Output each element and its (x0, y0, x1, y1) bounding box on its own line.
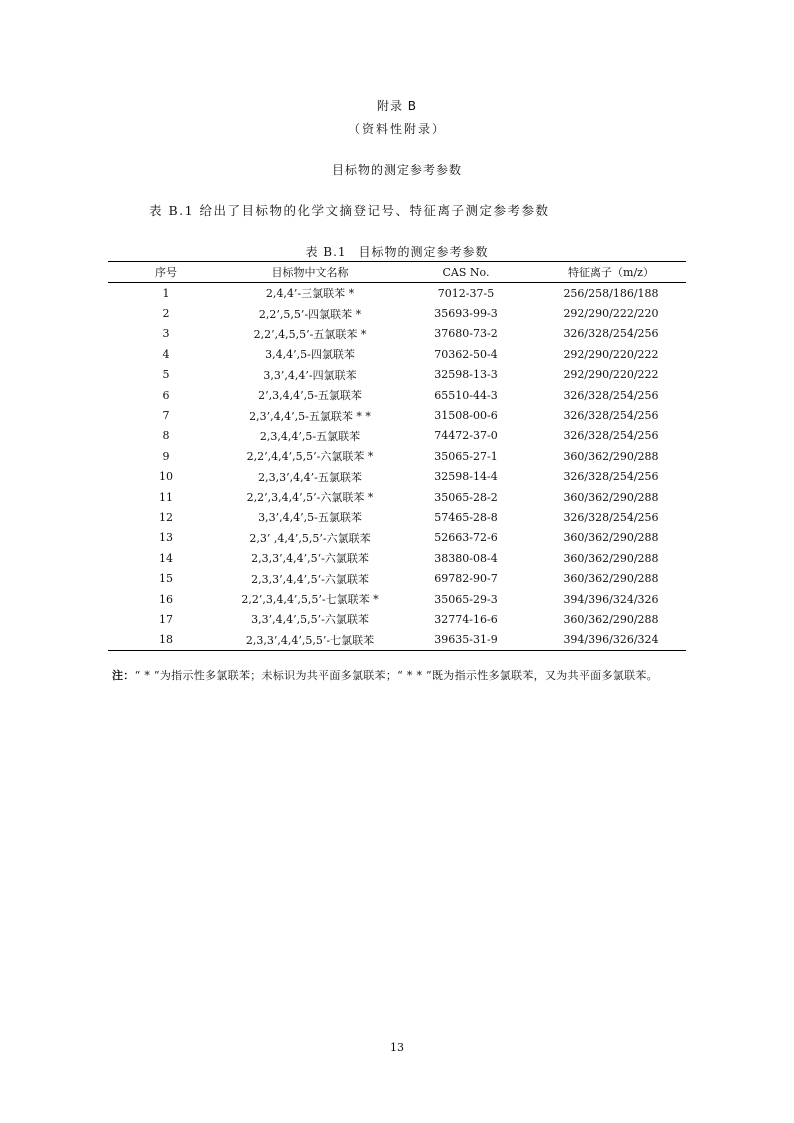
cell-index: 13 (159, 531, 173, 545)
cell-cas: 32598-14-4 (434, 470, 498, 484)
table-caption (0, 243, 794, 260)
section-title: 目标物的测定参考参数 (331, 163, 462, 177)
table-row (108, 446, 686, 466)
cell-index: 8 (162, 429, 170, 443)
cell-index: 17 (159, 612, 173, 626)
cell-name: 3,4,4’,5-四氯联苯 (265, 348, 355, 362)
cell-cas: 35065-28-2 (434, 490, 498, 504)
cell-index: 6 (162, 388, 170, 402)
cell-index: 16 (159, 592, 173, 606)
cell-ions: 292/290/222/220 (563, 307, 659, 321)
cell-ions: 360/362/290/288 (563, 572, 659, 586)
cell-index: 9 (162, 449, 170, 463)
cell-cas: 57465-28-8 (434, 510, 498, 524)
cell-ions: 326/328/254/256 (563, 510, 659, 524)
appendix-title: 附录 B (376, 99, 418, 113)
table-row (108, 487, 686, 507)
cell-cas: 70362-50-4 (434, 347, 498, 361)
cell-cas: 35065-29-3 (434, 592, 498, 606)
header-ions: 特征离子（m/z） (568, 266, 654, 279)
cell-ions: 326/328/254/256 (563, 470, 659, 484)
cell-name: 2,2’,3,4,4’,5,5’-七氯联苯 * (241, 593, 379, 607)
intro-paragraph: 表 B.1 给出了目标物的化学文摘登记号、特征离子测定参考参数 (149, 203, 550, 218)
cell-index: 10 (159, 470, 173, 484)
cell-name: 2,3’ ,4,4’,5,5’-六氯联苯 (249, 531, 371, 545)
table-row (108, 568, 686, 588)
cell-cas: 37680-73-2 (434, 327, 498, 341)
table-row (108, 467, 686, 487)
cell-index: 5 (162, 368, 170, 382)
cell-cas: 39635-31-9 (434, 633, 498, 647)
page-number: 13 (390, 1041, 404, 1054)
cell-name: 2,3,3’,4,4’,5,5’-七氯联苯 (245, 633, 375, 647)
cell-ions: 256/258/186/188 (563, 286, 659, 300)
cell-name: 2,3,3’,4,4’,5‘-六氯联苯 (251, 572, 369, 586)
table-row (108, 324, 686, 344)
cell-name: 3,3’,4,4’,5-五氯联苯 (258, 511, 362, 525)
table-row (108, 405, 686, 425)
table-caption-title: 目标物的测定参考参数 (358, 245, 489, 259)
cell-cas: 74472-37-0 (434, 429, 498, 443)
cell-cas: 52663-72-6 (434, 531, 498, 545)
table-row (108, 426, 686, 446)
table-row (108, 283, 686, 304)
cell-cas: 7012-37-5 (437, 286, 495, 300)
table-row (108, 630, 686, 651)
cell-cas: 69782-90-7 (434, 572, 498, 586)
cell-name: 2’,3,4,4’,5-五氯联苯 (258, 389, 362, 403)
note-text: “ * ”为指示性多氯联苯；未标识为共平面多氯联苯；“ * * ”既为指示性多氯联苯，又为共平面多氯联苯。 (134, 669, 658, 682)
header-cas: CAS No. (442, 265, 490, 279)
cell-cas: 35693-99-3 (434, 307, 498, 321)
cell-index: 12 (159, 510, 173, 524)
cell-index: 18 (159, 633, 173, 647)
table-row (108, 365, 686, 385)
table-caption-number: 表 B.1 (305, 245, 347, 259)
appendix-subtitle: （资料性附录） (347, 122, 446, 136)
cell-name: 2,2’,4,5,5’-五氯联苯 * (253, 327, 367, 341)
cell-index: 2 (162, 307, 170, 321)
table-row (108, 548, 686, 568)
cell-index: 3 (162, 327, 170, 341)
cell-index: 1 (162, 286, 170, 300)
cell-name: 3,3’,4,4’,5,5’-六氯联苯 (251, 613, 369, 627)
cell-index: 15 (159, 572, 173, 586)
cell-name: 2,2’,4,4’,5,5’-六氯联苯 * (246, 450, 374, 464)
cell-cas: 38380-08-4 (434, 551, 498, 565)
cell-ions: 360/362/290/288 (563, 612, 659, 626)
table-header-row (108, 262, 686, 283)
table-row (108, 344, 686, 364)
cell-ions: 360/362/290/288 (563, 531, 659, 545)
cell-ions: 360/362/290/288 (563, 490, 659, 504)
table-body (108, 283, 686, 651)
cell-cas: 31508-00-6 (434, 409, 498, 423)
table-row (108, 303, 686, 323)
cell-index: 14 (159, 551, 173, 565)
cell-ions: 360/362/290/288 (563, 449, 659, 463)
cell-cas: 35065-27-1 (434, 449, 498, 463)
table-row (108, 609, 686, 629)
cell-index: 11 (159, 490, 173, 504)
header-name: 目标物中文名称 (271, 266, 349, 279)
cell-index: 4 (162, 347, 170, 361)
cell-ions: 326/328/254/256 (563, 409, 659, 423)
cell-ions: 292/290/220/222 (563, 368, 659, 382)
cell-name: 2,4,4’-三氯联苯 * (265, 287, 355, 301)
table-row (108, 589, 686, 609)
table-note (112, 666, 686, 686)
cell-ions: 394/396/324/326 (563, 592, 659, 606)
table-row (108, 507, 686, 527)
cell-name: 2,2’,3,4,4’,5’-六氯联苯 * (246, 491, 374, 505)
cell-ions: 394/396/326/324 (563, 633, 659, 647)
cell-name: 2,3,3’,4,4’,5‘-六氯联苯 (251, 552, 369, 566)
note-label: 注： (112, 669, 135, 682)
table-row (108, 528, 686, 548)
table-row (108, 385, 686, 405)
cell-name: 2,3’,4,4’,5-五氯联苯 * * (249, 409, 371, 423)
cell-index: 7 (162, 409, 170, 423)
cell-name: 3,3’,4,4’-四氯联苯 (263, 368, 357, 382)
cell-ions: 326/328/254/256 (563, 429, 659, 443)
parameters-table (108, 261, 686, 651)
cell-ions: 360/362/290/288 (563, 551, 659, 565)
cell-ions: 326/328/254/256 (563, 327, 659, 341)
cell-ions: 292/290/220/222 (563, 347, 659, 361)
cell-name: 2,3,3’,4,4’-五氯联苯 (258, 470, 362, 484)
cell-cas: 65510-44-3 (434, 388, 498, 402)
cell-cas: 32598-13-3 (434, 368, 498, 382)
cell-cas: 32774-16-6 (434, 612, 498, 626)
cell-name: 2,3,4,4’,5-五氯联苯 (259, 429, 361, 443)
header-index: 序号 (155, 266, 177, 279)
cell-ions: 326/328/254/256 (563, 388, 659, 402)
cell-name: 2,2’,5,5’-四氯联苯 * (258, 307, 362, 321)
